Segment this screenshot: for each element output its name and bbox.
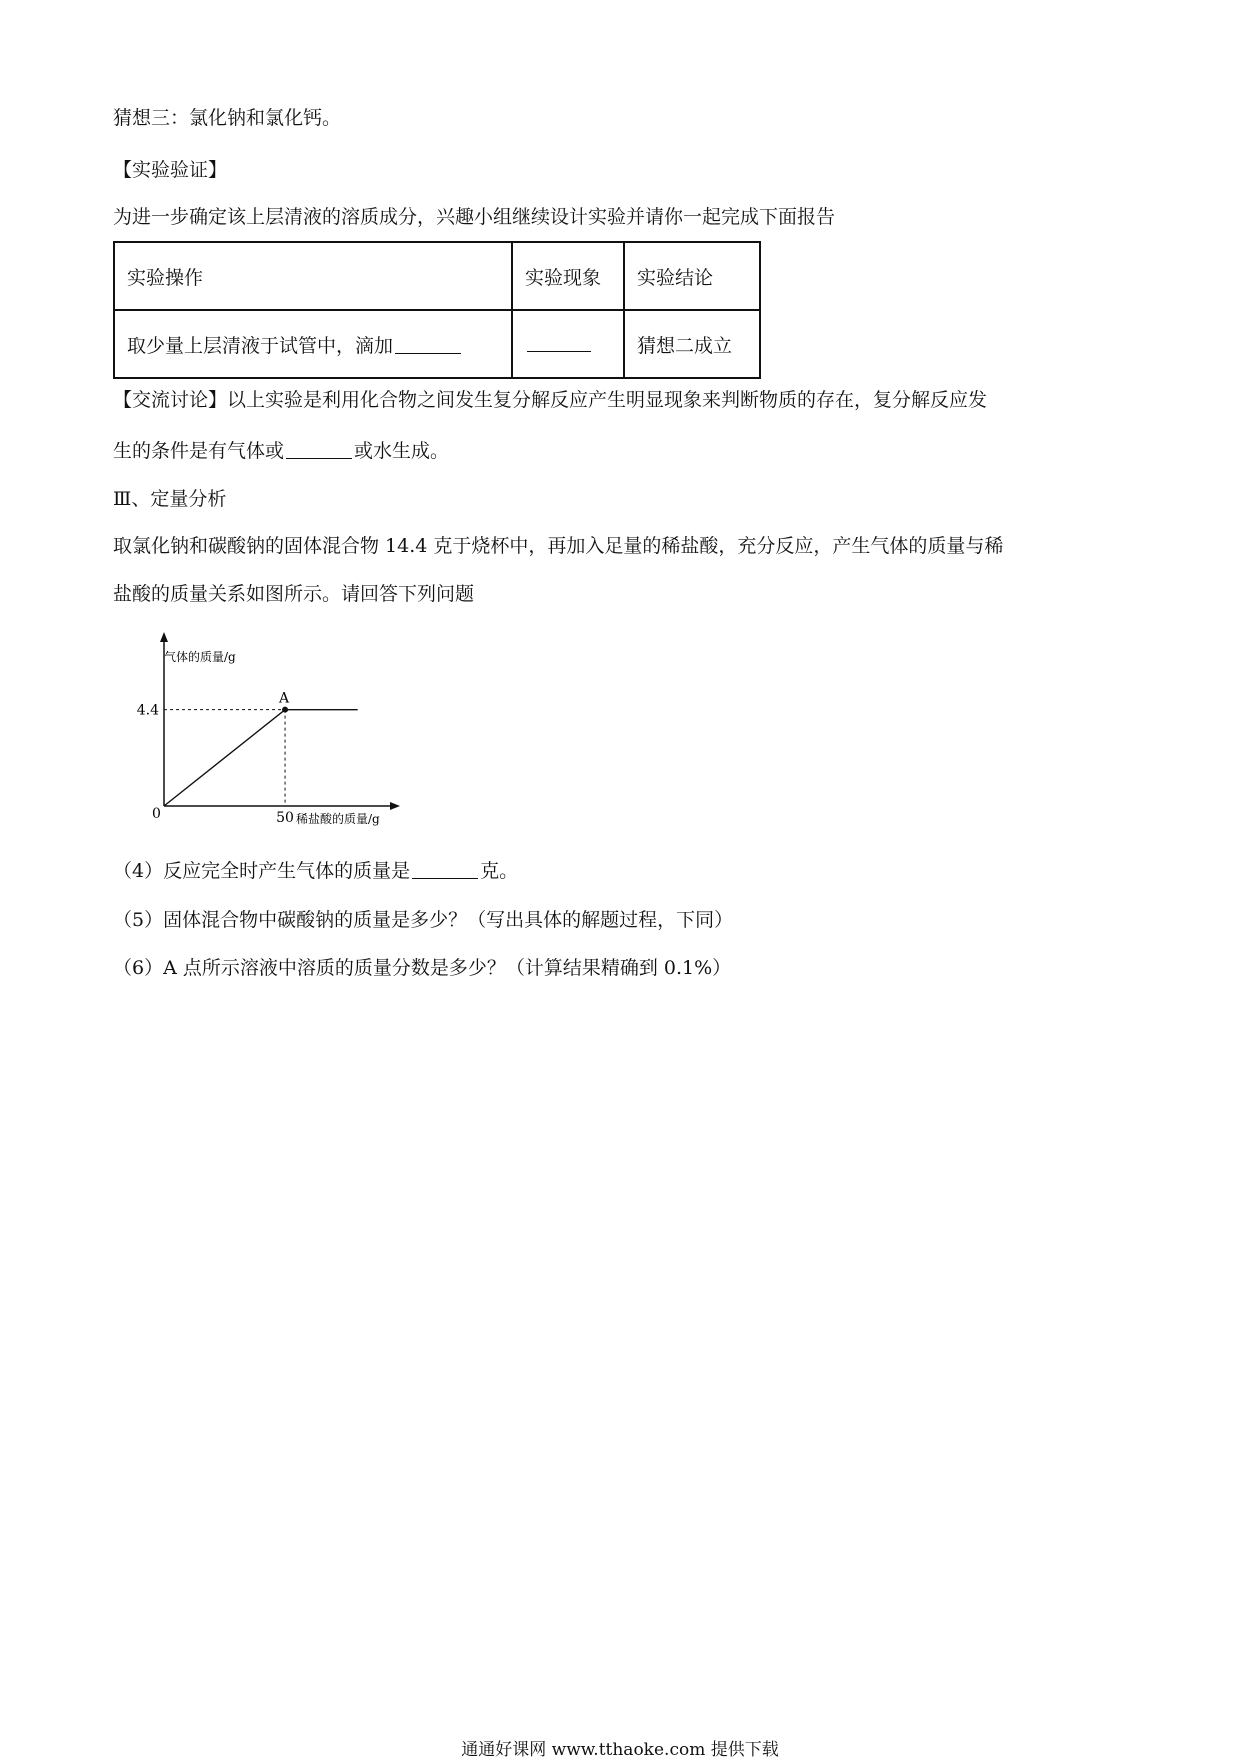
header-operation: 实验操作: [114, 242, 512, 310]
experiment-intro: 为进一步确定该上层清液的溶质成分，兴趣小组继续设计实验并请你一起完成下面报告: [113, 206, 836, 228]
x-axis-label: 稀盐酸的质量/g: [296, 812, 380, 826]
answer-blank: [395, 335, 461, 354]
page-footer: 通通好课网 www.tthaoke.com 提供下载: [461, 1740, 779, 1760]
cell-phenomenon: [512, 310, 624, 378]
quant-line-2: 盐酸的质量关系如图所示。请回答下列问题: [113, 583, 475, 605]
y-tick-label: 4.4: [136, 702, 159, 719]
header-phenomenon: 实验现象: [512, 242, 624, 310]
y-axis-arrow: [160, 632, 168, 642]
quant-line-1: 取氯化钠和碳酸钠的固体混合物 14.4 克于烧杯中，再加入足量的稀盐酸，充分反应，产生气体的质量与稀: [113, 535, 1004, 557]
question-6: （6）A 点所示溶液中溶质的质量分数是多少？（计算结果精确到 0.1%）: [113, 957, 732, 979]
data-point-a: [282, 707, 288, 713]
x-tick-label: 50: [276, 810, 294, 826]
answer-blank: [527, 333, 591, 352]
question-5: （5）固体混合物中碳酸钠的质量是多少？（写出具体的解题过程，下同）: [113, 909, 734, 931]
discussion-line-2: [113, 438, 449, 464]
series-line: [164, 710, 358, 806]
discussion-line-1: 【交流讨论】以上实验是利用化合物之间发生复分解反应产生明显现象来判断物质的存在，复分解反应发: [113, 389, 988, 411]
question-4-text-a: （4）反应完全时产生气体的质量是: [113, 860, 411, 882]
section-quantitative: Ⅲ、定量分析: [113, 488, 227, 510]
experiment-report-table: [113, 241, 761, 379]
answer-blank: [286, 440, 352, 459]
guess-three: 猜想三：氯化钠和氯化钙。: [113, 107, 342, 129]
x-axis-arrow: [390, 802, 400, 810]
discussion-text-b: 或水生成。: [354, 440, 450, 462]
origin-label: 0: [152, 806, 161, 822]
cell-operation: [114, 310, 512, 378]
question-4: [113, 858, 518, 884]
table-header-row: [114, 242, 760, 310]
table-row: [114, 310, 760, 378]
header-conclusion: 实验结论: [624, 242, 760, 310]
discussion-text-a: 生的条件是有气体或: [113, 440, 285, 462]
question-4-text-b: 克。: [480, 860, 519, 882]
y-axis-label: 气体的质量/g: [164, 650, 236, 664]
cell-conclusion: 猜想二成立: [624, 310, 760, 378]
operation-text: 取少量上层清液于试管中，滴加: [127, 334, 394, 357]
point-label-a: A: [279, 690, 290, 707]
gas-mass-chart: [130, 632, 400, 832]
answer-blank: [412, 860, 478, 879]
section-experiment-verify: 【实验验证】: [113, 159, 228, 181]
